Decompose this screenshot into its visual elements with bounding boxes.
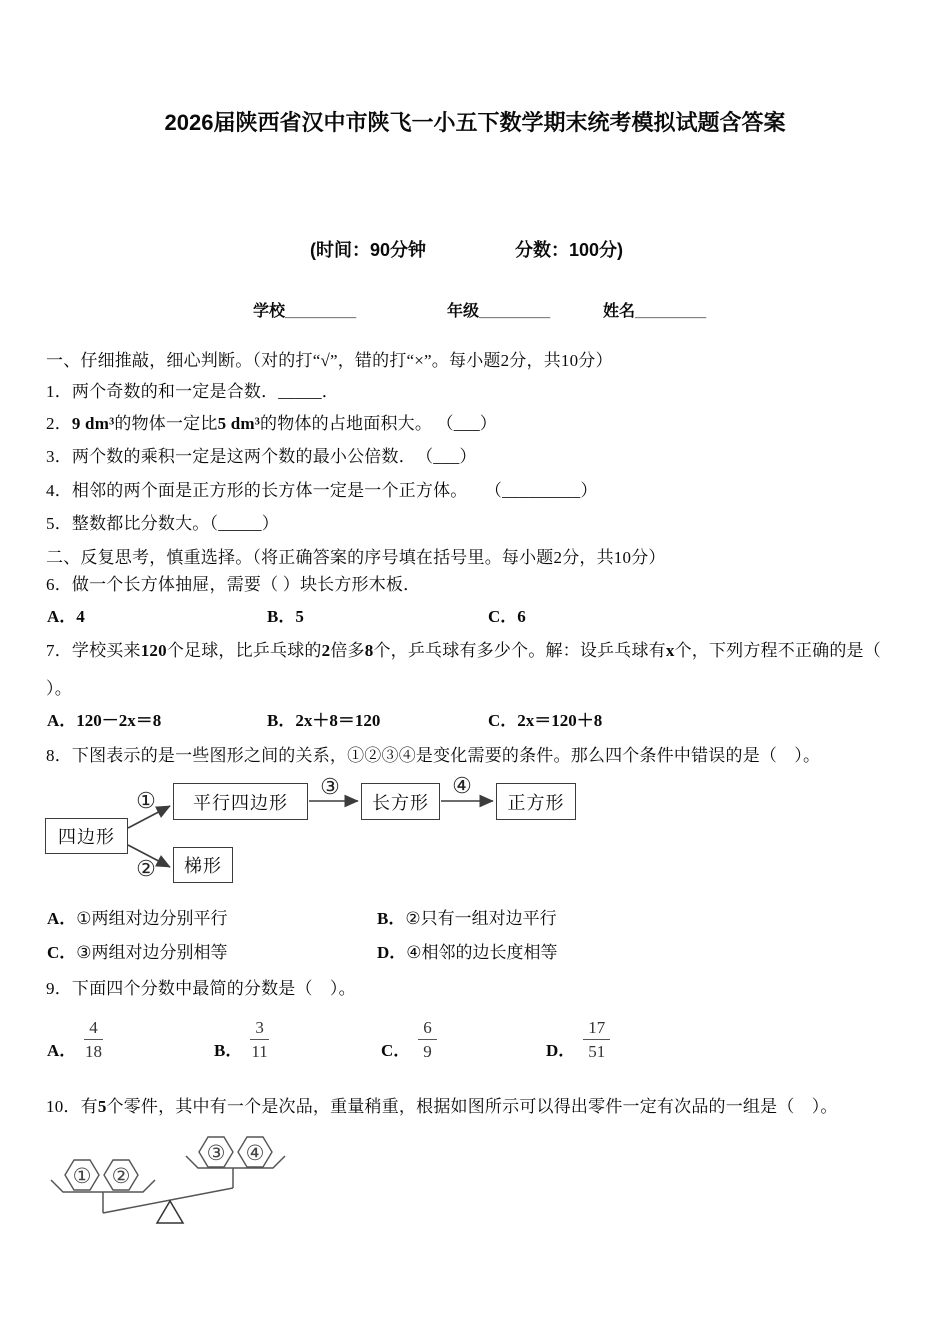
q7-bold-3: 8 <box>364 641 374 660</box>
box-trapezoid: 梯形 <box>173 847 233 883</box>
section1-heading: 一、仔细推敲，细心判断。（对的打“√”，错的打“×”。每小题2分，共10分） <box>46 351 613 370</box>
circled-4-label: ④ <box>452 773 472 798</box>
fraction-3-11 <box>250 1018 269 1061</box>
fulcrum-triangle <box>157 1201 183 1223</box>
q2-text-2: 的物体的占地面积大。 （___） <box>260 414 497 433</box>
box-parallelogram: 平行四边形 <box>173 783 308 820</box>
q10-text-1: 有 <box>80 1097 98 1116</box>
q8-options-row2 <box>0 942 950 966</box>
question-6: 6．做一个长方体抽屉，需要（ ）块长方形木板． <box>46 575 421 594</box>
time-label: (时间：90分钟 <box>310 240 427 260</box>
q7-bold-1: 120 <box>140 641 167 660</box>
fraction-4-18 <box>84 1018 103 1061</box>
q8-option-c-text: ③两组对边分别相等 <box>76 943 228 962</box>
meta-row <box>0 238 950 264</box>
question-9: 9．下面四个分数中最简的分数是（ ）。 <box>46 979 356 998</box>
q2-bold-2: 5 dm³ <box>217 414 261 433</box>
fraction-denominator: 11 <box>251 1042 268 1061</box>
fraction-6-9 <box>418 1018 437 1061</box>
grade-blank: 年级________ <box>447 303 551 320</box>
question-2 <box>46 413 497 435</box>
circled-2-label: ② <box>136 856 156 881</box>
q7-text-4: 个，乒乓球有多少个。解：设乒乓球有 <box>373 641 666 660</box>
q7-text-1: 学校买来 <box>71 641 141 660</box>
q9-option-d-label: D． <box>546 1041 576 1060</box>
q9-option-b <box>214 1018 269 1061</box>
q8-option-d-text: ④相邻的边长度相等 <box>406 943 558 962</box>
q6-options <box>0 606 950 630</box>
q9-options <box>0 1003 950 1065</box>
fraction-17-51 <box>583 1018 610 1061</box>
fraction-numerator: 6 <box>418 1018 437 1040</box>
q7-number: 7． <box>46 641 72 660</box>
q8-option-b-label: B． <box>377 909 406 928</box>
registration-row <box>0 301 950 325</box>
page-title: 2026届陕西省汉中市陕飞一小五下数学期末统考模拟试题含答案 <box>164 110 786 135</box>
q10-text-2: 个零件，其中有一个是次品，重量稍重，根据如图所示可以得出零件一定有次品的一组是（ ）。 <box>106 1097 838 1116</box>
fraction-denominator: 51 <box>588 1042 606 1061</box>
q7-options <box>0 710 950 734</box>
box-rectangle: 长方形 <box>361 783 440 820</box>
q7-option-a: A．120－2x＝8 <box>47 711 162 730</box>
school-blank: 学校________ <box>253 303 357 320</box>
section2-heading: 二、反复思考，慎重选择。（将正确答案的序号填在括号里。每小题2分，共10分） <box>46 548 666 567</box>
q10-number: 10． <box>46 1097 81 1116</box>
q10-bold-1: 5 <box>97 1097 107 1116</box>
part-1-label: ① <box>72 1164 92 1188</box>
q8-option-b-text: ②只有一组对边平行 <box>405 909 557 928</box>
q9-option-b-label: B． <box>214 1041 243 1060</box>
circled-1-label: ① <box>136 788 156 813</box>
part-3-label: ③ <box>206 1141 226 1165</box>
q7-text-3: 倍多 <box>330 641 365 660</box>
q9-option-d <box>546 1018 610 1061</box>
q7-bold-2: 2 <box>321 641 331 660</box>
question-5: 5．整数都比分数大。（_____） <box>46 514 279 533</box>
q9-option-c-label: C． <box>381 1041 411 1060</box>
box-quadrilateral: 四边形 <box>45 818 128 854</box>
q8-option-c <box>47 942 228 964</box>
q7-text-2: 个足球，比乒乓球的 <box>166 641 322 660</box>
q8-option-a-text: ①两组对边分别平行 <box>76 909 228 928</box>
q8-option-c-label: C． <box>47 943 77 962</box>
circled-3-label: ③ <box>320 774 340 799</box>
question-4: 4．相邻的两个面是正方形的长方体一定是一个正方体。 （_________） <box>46 481 598 500</box>
question-1: 1．两个奇数的和一定是合数．_____． <box>46 382 339 401</box>
q2-bold-1: 9 dm³ <box>71 414 115 433</box>
left-pan <box>51 1180 155 1192</box>
q7-text-5: 个，下列方程不正确的是（ <box>674 641 881 660</box>
q8-option-a <box>47 908 228 930</box>
q8-option-d <box>377 942 558 964</box>
box-square: 正方形 <box>496 783 576 820</box>
fraction-denominator: 9 <box>423 1042 432 1061</box>
fraction-numerator: 3 <box>250 1018 269 1040</box>
q10-balance-scale <box>30 1125 310 1233</box>
part-4-label: ④ <box>245 1141 265 1165</box>
fraction-denominator: 18 <box>85 1042 103 1061</box>
q8-shapes-diagram <box>0 771 640 889</box>
fraction-numerator: 4 <box>84 1018 103 1040</box>
balance-scale-drawing <box>30 1125 310 1233</box>
q8-options-row1 <box>0 908 950 932</box>
q2-text-1: 的物体一定比 <box>114 414 218 433</box>
q7-bold-4: x <box>665 641 675 660</box>
name-blank: 姓名________ <box>603 303 707 320</box>
question-7-line2: ）。 <box>46 679 72 698</box>
fraction-numerator: 17 <box>583 1018 610 1040</box>
q7-option-c: C．2x＝120＋8 <box>488 711 603 730</box>
right-pan <box>186 1156 285 1168</box>
question-7-line1 <box>46 640 881 662</box>
q6-option-b: B．5 <box>267 607 304 626</box>
part-2-label: ② <box>111 1164 131 1188</box>
question-10 <box>46 1096 838 1118</box>
question-3: 3．两个数的乘积一定是这两个数的最小公倍数． （___） <box>46 447 477 466</box>
question-8: 8．下图表示的是一些图形之间的关系，①②③④是变化需要的条件。那么四个条件中错误的是（ ）。 <box>46 746 821 765</box>
q6-option-a: A．4 <box>47 607 85 626</box>
q8-option-d-label: D． <box>377 943 407 962</box>
q8-option-b <box>377 908 557 930</box>
q9-option-c <box>381 1018 437 1061</box>
q9-option-a <box>47 1018 103 1061</box>
q6-option-c: C．6 <box>488 607 526 626</box>
q8-option-a-label: A． <box>47 909 77 928</box>
q9-option-a-label: A． <box>47 1041 77 1060</box>
q2-number: 2． <box>46 414 72 433</box>
q7-option-b: B．2x＋8＝120 <box>267 711 381 730</box>
score-label: 分数：100分) <box>515 240 624 260</box>
